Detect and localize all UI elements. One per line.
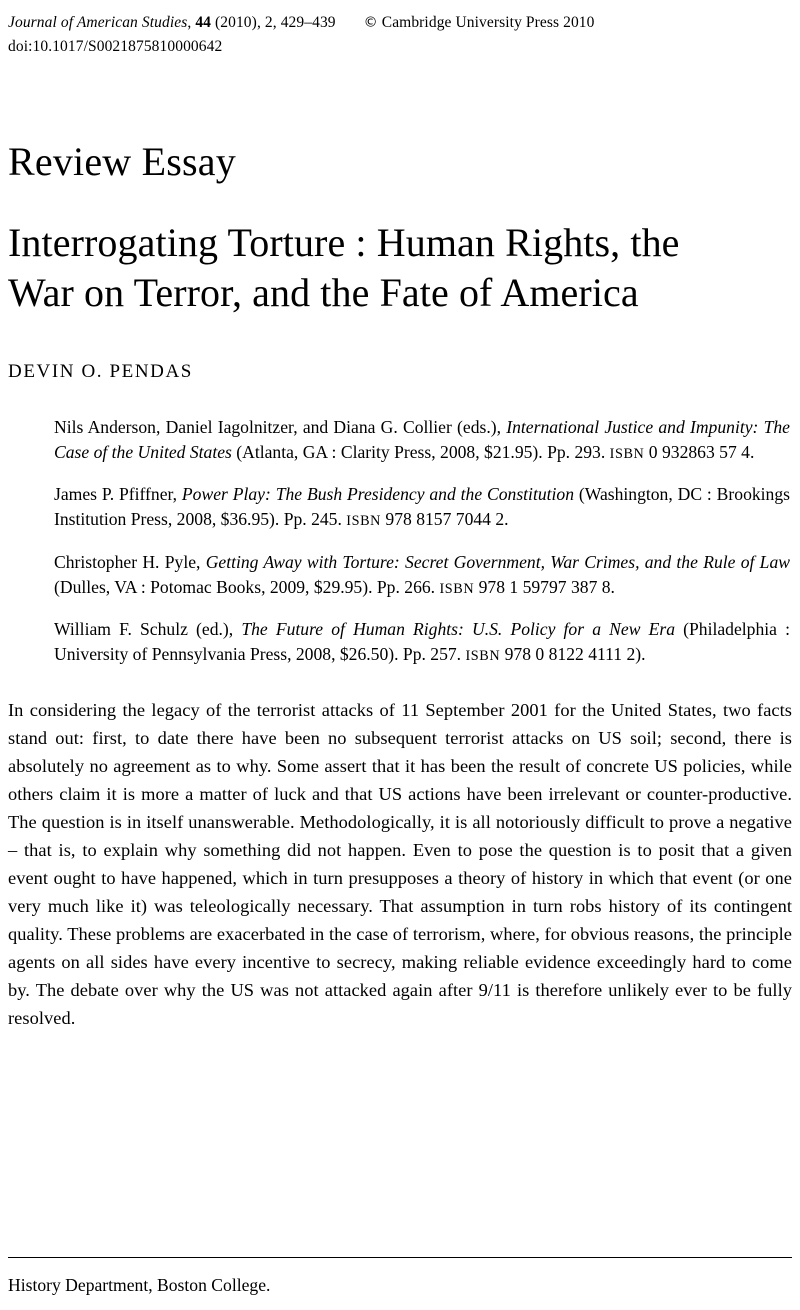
list-item — [54, 482, 790, 532]
isbn-label: ISBN — [465, 648, 501, 665]
isbn-label: ISBN — [439, 580, 475, 597]
book-imprint: (Atlanta, GA : Clarity Press, 2008, $21.95). Pp. 293. — [231, 441, 610, 462]
isbn-value: 978 0 8122 4111 2). — [500, 644, 646, 665]
doi: doi:10.1017/S0021875810000642 — [8, 38, 223, 55]
book-title: Power Play: The Bush Presidency and the Constitution — [181, 484, 575, 505]
book-title: The Future of Human Rights: U.S. Policy for a New Era — [241, 619, 675, 640]
list-item — [54, 415, 790, 465]
author-affiliation: History Department, Boston College. — [8, 1275, 271, 1295]
book-authors: Nils Anderson, Daniel Iagolnitzer, and Diana G. Collier (eds.), — [54, 416, 507, 437]
pages-sep: , — [272, 14, 281, 31]
author-name: DEVIN O. PENDAS — [8, 360, 193, 382]
isbn-label: ISBN — [346, 513, 381, 530]
book-imprint: (Washington, DC : Brookings Institution Press, 2008, $36.95). Pp. 245. — [54, 484, 790, 530]
book-authors: Christopher H. Pyle, — [54, 551, 206, 572]
isbn-label: ISBN — [609, 445, 645, 462]
issue-number: 2 — [264, 14, 273, 31]
reviewed-books-list — [54, 415, 790, 668]
issue-sep: , — [256, 14, 265, 31]
book-imprint: (Dulles, VA : Potomac Books, 2009, $29.95). Pp. 266. — [54, 576, 440, 597]
list-item — [54, 550, 790, 600]
journal-sep: , — [187, 14, 196, 31]
isbn-value: 978 1 59797 387 8. — [474, 576, 615, 597]
list-item — [54, 617, 790, 667]
page-title: Interrogating Torture : Human Rights, the War on Terror, and the Fate of America — [8, 220, 680, 316]
book-title: Getting Away with Torture: Secret Government, War Crimes, and the Rule of Law — [205, 551, 790, 572]
page-content — [8, 12, 792, 1033]
book-title: International Justice and Impunity: The Case of the United States — [54, 416, 790, 462]
copyright-text: Cambridge University Press 2010 — [381, 14, 595, 31]
footer-divider — [8, 1257, 792, 1258]
page-range: 429–439 — [280, 14, 336, 31]
body-paragraph: In considering the legacy of the terrorist attacks of 11 September 2001 for the United States, two facts stand out: first, to date there have been no subsequent terrorist attacks on US soil; second, there is absolutely no agreement as to why. Some assert that it has been the result of concrete US policies, while others claim it is more a matter of luck and that US actions have been irrelevant or counter-productive. The question is in itself unanswerable. Methodologically, it is all notoriously difficult to prove a negative – that is, to explain why something did not happen. Even to pose the question is to posit that a given event ought to have happened, which in turn presupposes a theory of history in which that event (or one very much like it) was teleologically necessary. That assumption in turn robs history of its contingent quality. These problems are exacerbated in the case of terrorism, where, for obvious reasons, the principle agents on all sides have every incentive to secrecy, making reliable evidence exceedingly hard to come by. The debate over why the US was not attacked again after 9/11 is therefore unlikely ever to be fully resolved. — [8, 700, 792, 1028]
journal-title: Journal of American Studies — [8, 14, 188, 31]
book-authors: William F. Schulz (ed.), — [54, 619, 242, 640]
section-label: Review Essay — [8, 139, 236, 184]
copyright-block — [364, 14, 595, 31]
volume-number: 44 — [195, 14, 212, 31]
book-imprint: (Philadelphia : University of Pennsylvania Press, 2008, $26.50). Pp. 257. — [54, 619, 790, 665]
isbn-value: 0 932863 57 4. — [644, 441, 755, 462]
isbn-value: 978 8157 7044 2. — [381, 509, 509, 530]
running-head-line — [8, 12, 792, 34]
running-head — [8, 12, 792, 58]
copyright-icon: © — [363, 14, 378, 31]
book-authors: James P. Pfiffner, — [54, 484, 182, 505]
year: (2010) — [215, 14, 257, 31]
